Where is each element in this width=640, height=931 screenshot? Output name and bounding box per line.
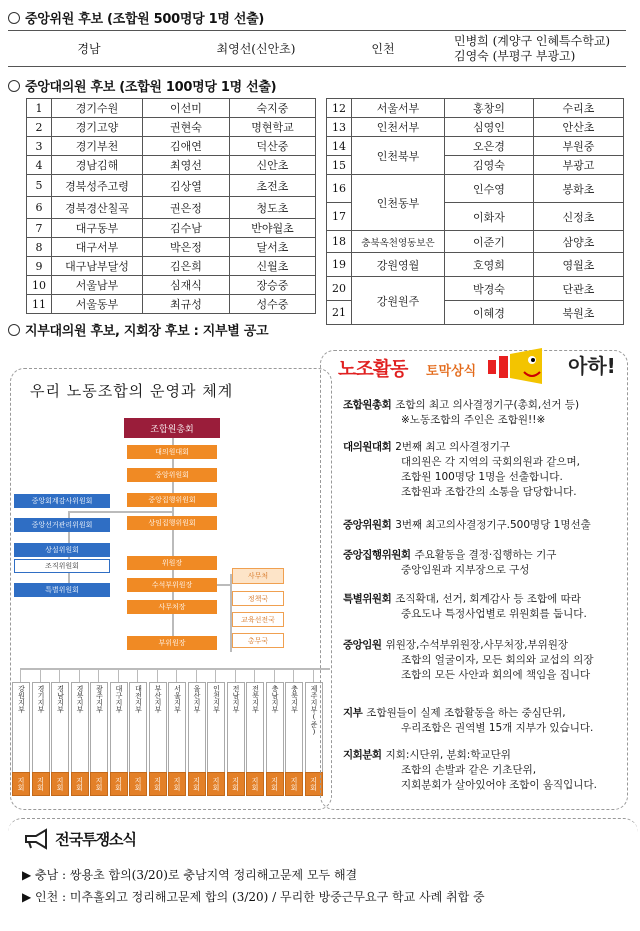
table-row: 20 강원원주 박경숙 단관초 <box>327 277 624 301</box>
election-committee-box: 중앙선거관리위원회 <box>14 518 110 532</box>
region-branch-13 <box>266 682 284 796</box>
delegates-meeting-box: 대의원대회 <box>127 445 217 459</box>
branch-label: 지회 <box>207 772 225 796</box>
glossary-item <box>343 706 625 736</box>
region-branch-name: 대구지부 <box>115 685 123 713</box>
branch-label: 지회 <box>188 772 206 796</box>
branch-label: 지회 <box>246 772 264 796</box>
region-branch-14 <box>285 682 303 796</box>
news-header <box>22 828 136 850</box>
megaphone-icon <box>484 346 562 386</box>
table-row: 16 인천동부 인수영 봉화초 <box>327 175 624 203</box>
glossary-line: 대의원은 각 지역의 국회의원과 같으며, <box>401 456 580 468</box>
table-row: 9 대구남부달성 김은희 신월초 <box>27 257 316 276</box>
region-branch-0 <box>12 682 30 796</box>
glossary-line: 지회분회가 살아있어야 조합이 움직입니다. <box>401 779 597 791</box>
glossary-line: 중앙임원과 지부장으로 구성 <box>401 564 530 576</box>
vice-chair-box: 수석부위원장 <box>127 578 217 592</box>
branch-label: 지회 <box>266 772 284 796</box>
audit-committee-box: 중앙회계감사위원회 <box>14 494 110 508</box>
branch-label: 지회 <box>51 772 69 796</box>
region-branch-name: 충북지부 <box>290 685 299 713</box>
glossary-line: 조합의 최고 의사결정기구(총회,선거 등) <box>395 399 580 411</box>
central-region-1: 경남 <box>8 31 170 67</box>
glossary-term: 중앙위원회 <box>343 519 392 531</box>
standing-exec-box: 상임집행위원회 <box>127 516 217 530</box>
region-branch-name: 울산지부 <box>193 685 201 713</box>
region-branch-name: 전남지부 <box>232 685 240 713</box>
circle-bullet-icon <box>8 324 20 336</box>
megaphone-icon <box>22 828 50 850</box>
table-row: 12 서울서부 홍창의 수리초 <box>327 99 624 118</box>
news-item-2: ▶ 인천 : 미추홀외고 정리해고문제 합의 (3/20) / 무리한 방중근무요구 학교 사례 취합 중 <box>22 890 485 904</box>
glossary-line: 조합원 100명당 1명을 선출합니다. <box>401 471 563 483</box>
glossary-line: 조합의 모든 사안과 회의에 책임을 집니다 <box>401 669 591 681</box>
region-branch-name: 부산지부 <box>154 685 162 713</box>
central-name-1: 최영선(신안초) <box>170 31 342 67</box>
glossary-line: 조합의 손발과 같은 기초단위, <box>401 764 537 776</box>
region-branch-4 <box>90 682 108 796</box>
glossary-item <box>343 440 625 500</box>
region-branch-name: 경남지부 <box>56 685 65 713</box>
table-row: 13 인천서부 심영인 안산초 <box>327 118 624 137</box>
table-row: 18 충북옥천영동보은 이준기 삼양초 <box>327 231 624 253</box>
table-row: 19 강원영월 호영희 영월초 <box>327 253 624 277</box>
glossary-banner <box>334 340 620 386</box>
region-branch-9 <box>188 682 206 796</box>
standing-committee-box: 상설위원회 <box>14 543 110 557</box>
region-branch-1 <box>32 682 50 796</box>
vice-chairs-box: 부위원장 <box>127 636 217 650</box>
region-branch-2 <box>51 682 69 796</box>
banner-subtitle: 토막상식 <box>426 364 477 379</box>
central-exec-box: 중앙집행위원회 <box>127 493 217 507</box>
glossary-line: 2번째 최고 의사결정기구 <box>395 441 511 453</box>
table-row: 15 김영숙 부광고 <box>327 156 624 175</box>
glossary-line: 조합의 얼굴이자, 모든 회의와 교섭의 의장 <box>401 654 594 666</box>
banner-title: 노조활동 <box>338 358 408 380</box>
table-row: 7 대구동부 김수남 반야월초 <box>27 219 316 238</box>
section-title-branch: 지부대의원 후보, 지회장 후보 : 지부별 공고 <box>8 320 268 339</box>
section-title-delegates: 중앙대의원 후보 (조합원 100명당 1명 선출) <box>8 76 276 95</box>
branch-label: 지회 <box>71 772 89 796</box>
circle-bullet-icon <box>8 80 20 92</box>
region-branch-name: 강원지부 <box>17 685 26 713</box>
branch-label: 지회 <box>149 772 167 796</box>
table-row: 3 경기부천 김애연 덕산중 <box>27 137 316 156</box>
table-row: 6 경북경산칠곡 권은정 청도초 <box>27 197 316 219</box>
glossary-item <box>343 748 625 793</box>
region-branch-11 <box>227 682 245 796</box>
glossary-line: 3번째 최고의사결정기구.500명당 1명선출 <box>395 519 591 531</box>
region-branch-name: 인천지부 <box>212 685 221 713</box>
region-branch-3 <box>71 682 89 796</box>
table-row: 21 이혜경 북원초 <box>327 301 624 325</box>
branch-label: 지회 <box>90 772 108 796</box>
central-region-2: 인천 <box>342 31 424 67</box>
region-branch-name: 광주지부 <box>95 685 104 713</box>
general-affairs-box: 총무국 <box>232 633 284 648</box>
secretary-general-box: 사무처장 <box>127 600 217 614</box>
branch-label: 지회 <box>12 772 30 796</box>
region-branch-name: 경기지부 <box>37 685 45 713</box>
region-branch-6 <box>129 682 147 796</box>
table-row: 2 경기고양 권현숙 명현학교 <box>27 118 316 137</box>
policy-box: 정책국 <box>232 591 284 606</box>
central-name-2: 민병희 (계양구 인혜특수학교) 김영숙 (부평구 부광고) <box>424 31 626 67</box>
region-branch-7 <box>149 682 167 796</box>
news-title: 전국투쟁소식 <box>55 830 137 849</box>
glossary-term: 지부 <box>343 707 363 719</box>
region-branch-name: 제주지부(준) <box>310 685 318 736</box>
secretariat-box: 사무처 <box>232 568 284 584</box>
glossary-line: 우리조합은 권역별 15개 지부가 있습니다. <box>401 722 594 734</box>
glossary-line: 주요활동을 결정·집행하는 기구 <box>414 549 557 561</box>
glossary-line: 조합원과 조합간의 소통을 담당합니다. <box>401 486 577 498</box>
glossary-line: 위원장,수석부위원장,사무처장,부위원장 <box>385 639 569 651</box>
table-row: 4 경남김해 최영선 신안초 <box>27 156 316 175</box>
glossary-term: 대의원대회 <box>343 441 392 453</box>
branch-label: 지회 <box>110 772 128 796</box>
branch-label: 지회 <box>305 772 323 796</box>
glossary-line: 조직확대, 선거, 회계감사 등 조합에 따라 <box>395 593 581 605</box>
branch-label: 지회 <box>32 772 50 796</box>
region-branch-name: 경북지부 <box>76 685 84 713</box>
central-committee-box: 중앙위원회 <box>127 468 217 482</box>
region-branch-name: 대전지부 <box>134 685 143 713</box>
region-branch-name: 전북지부 <box>251 685 260 713</box>
table-row: 1 경기수원 이선미 숙지중 <box>27 99 316 118</box>
general-assembly-box: 조합원총회 <box>124 418 220 438</box>
special-committee-box: 특별위원회 <box>14 583 110 597</box>
branch-label: 지회 <box>129 772 147 796</box>
region-branch-8 <box>168 682 186 796</box>
news-item-1: ▶ 충남 : 쌍용초 합의(3/20)로 충남지역 정리해고문제 모두 해결 <box>22 868 358 882</box>
glossary-item <box>343 592 625 622</box>
region-branch-name: 서울지부 <box>173 685 182 713</box>
table-row: 10 서울남부 심재식 장승중 <box>27 276 316 295</box>
glossary-line: 지회:시단위, 분회:학교단위 <box>385 749 511 761</box>
region-branch-12 <box>246 682 264 796</box>
table-row: 17 이화자 신정초 <box>327 203 624 231</box>
branch-label: 지회 <box>227 772 245 796</box>
glossary-item <box>343 548 625 578</box>
region-branch-5 <box>110 682 128 796</box>
branch-label: 지회 <box>285 772 303 796</box>
glossary-term: 중앙집행위원회 <box>343 549 411 561</box>
glossary-line: ※노동조합의 주인은 조합원!!※ <box>401 414 546 426</box>
glossary-term: 중앙임원 <box>343 639 382 651</box>
circle-bullet-icon <box>8 12 20 24</box>
glossary-term: 특별위원회 <box>343 593 392 605</box>
central-candidates-table <box>8 30 626 67</box>
glossary-item <box>343 638 625 683</box>
branch-label: 지회 <box>168 772 186 796</box>
glossary-item <box>343 518 625 533</box>
delegates-table-right <box>326 98 624 325</box>
region-branch-10 <box>207 682 225 796</box>
org-committee-box: 조직위원회 <box>14 559 110 573</box>
glossary-line: 중요도나 특정사업별로 위원회를 둡니다. <box>401 608 587 620</box>
table-row: 8 대구서부 박은정 달서초 <box>27 238 316 257</box>
glossary-line: 조합원들이 실제 조합활동을 하는 중심단위, <box>366 707 566 719</box>
education-box: 교육선전국 <box>232 612 284 627</box>
table-row: 11 서울동부 최규성 성수중 <box>27 295 316 314</box>
glossary-item <box>343 398 625 428</box>
banner-exclaim: 아하! <box>568 354 616 378</box>
glossary-term: 조합원총회 <box>343 399 392 411</box>
org-chart-title: 우리 노동조합의 운영과 체계 <box>30 382 234 400</box>
delegates-table-left <box>26 98 316 314</box>
table-row: 5 경북성주고령 김상열 초전초 <box>27 175 316 197</box>
chair-box: 위원장 <box>127 556 217 570</box>
section-title-central: 중앙위원 후보 (조합원 500명당 1명 선출) <box>8 8 264 27</box>
table-row: 14 인천북부 오은경 부원중 <box>327 137 624 156</box>
region-branch-name: 충남지부 <box>271 685 279 713</box>
glossary-term: 지회분회 <box>343 749 382 761</box>
